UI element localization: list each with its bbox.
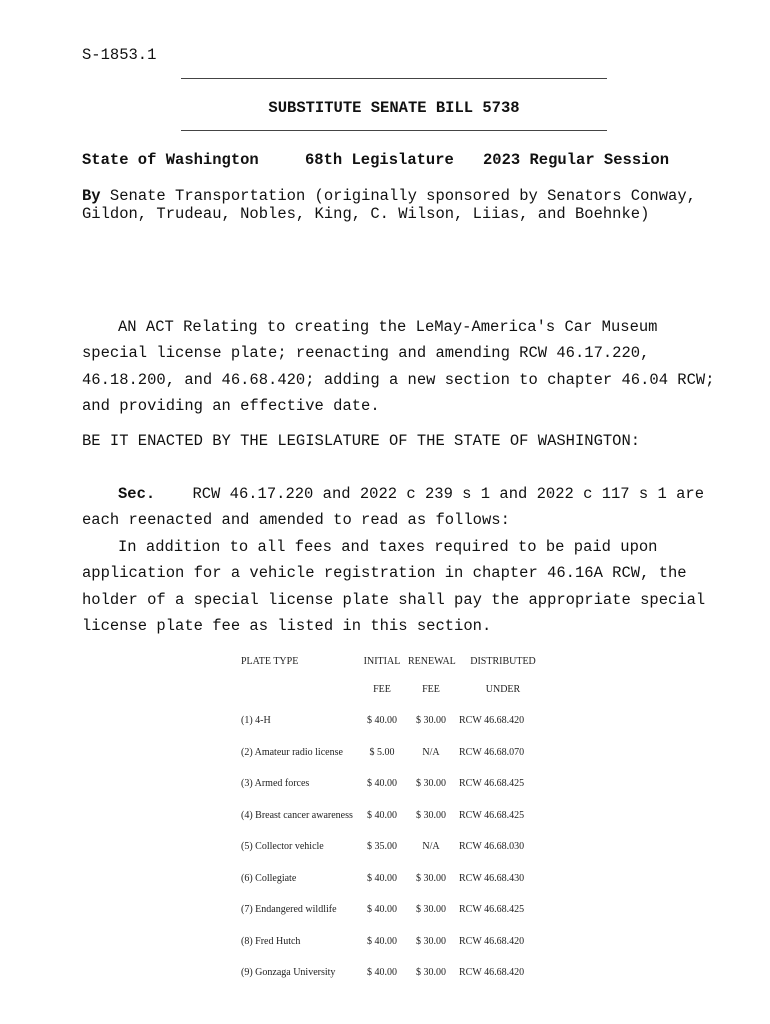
cell-plate-type: (2) Amateur radio license xyxy=(241,746,343,758)
cell-renewal-fee: $ 30.00 xyxy=(416,872,446,884)
cell-distributed-under: RCW 46.68.070 xyxy=(459,746,525,758)
header-plate-type: PLATE TYPE xyxy=(241,656,299,667)
section-label: Sec. xyxy=(118,485,156,503)
header-distributed: DISTRIBUTED xyxy=(470,656,536,667)
cell-distributed-under: RCW 46.68.420 xyxy=(459,967,525,978)
cell-initial-fee: $ 40.00 xyxy=(367,872,397,884)
title-rule-top xyxy=(181,78,607,79)
header-distributed-under: UNDER xyxy=(485,684,521,695)
cell-renewal-fee: N/A xyxy=(422,841,440,852)
act-text: AN ACT Relating to creating the LeMay-America's Car Museum special license plate; reenacting and amending RCW 46.17.220, 46.18.200, and 46.68.420; adding a new section to chapter 46.04 RCW; and providing an effective date. xyxy=(82,318,715,415)
cell-plate-type: (1) 4-H xyxy=(241,715,271,726)
cell-plate-type: (7) Endangered wildlife xyxy=(241,904,337,915)
cell-renewal-fee: $ 30.00 xyxy=(416,904,446,915)
cell-distributed-under: RCW 46.68.430 xyxy=(459,872,525,884)
header-initial-fee: FEE xyxy=(373,684,391,695)
body-text: In addition to all fees and taxes required to be paid upon application for a vehicle registration in chapter 46.16A RCW, the holder of a special license plate shall pay the appropriate special license plate fee as listed in this section. xyxy=(82,538,706,635)
cell-plate-type: (8) Fred Hutch xyxy=(241,935,301,947)
cell-initial-fee: $ 40.00 xyxy=(367,904,397,915)
header-renewal: RENEWAL xyxy=(408,656,456,667)
cell-distributed-under: RCW 46.68.425 xyxy=(459,778,525,789)
cell-distributed-under: RCW 46.68.425 xyxy=(459,809,525,821)
bill-title: SUBSTITUTE SENATE BILL 5738 xyxy=(268,99,520,117)
cell-renewal-fee: $ 30.00 xyxy=(416,967,446,978)
cell-renewal-fee: $ 30.00 xyxy=(416,715,446,726)
header-initial: INITIAL xyxy=(363,656,401,667)
cell-distributed-under: RCW 46.68.420 xyxy=(459,935,525,947)
cell-plate-type: (6) Collegiate xyxy=(241,872,297,884)
document-id: S-1853.1 xyxy=(82,46,157,64)
title-rule-bottom xyxy=(181,130,607,131)
cell-initial-fee: $ 5.00 xyxy=(369,746,395,758)
cell-initial-fee: $ 35.00 xyxy=(367,841,397,852)
cell-renewal-fee: $ 30.00 xyxy=(416,778,446,789)
section-paragraph xyxy=(82,481,722,534)
sponsor-text-1: Senate Transportation (originally sponsored by Senators Conway, xyxy=(109,187,696,205)
header-renewal-fee: FEE xyxy=(422,684,440,695)
enacting-clause: BE IT ENACTED BY THE LEGISLATURE OF THE STATE OF WASHINGTON: xyxy=(82,432,641,450)
cell-renewal-fee: $ 30.00 xyxy=(416,935,446,947)
cell-plate-type: (4) Breast cancer awareness xyxy=(241,809,353,821)
sponsor-line-1 xyxy=(82,187,696,205)
section-text: RCW 46.17.220 and 2022 c 239 s 1 and 2022 c 117 s 1 are each reenacted and amended to read as follows: xyxy=(82,485,705,530)
cell-distributed-under: RCW 46.68.030 xyxy=(459,841,525,852)
sponsor-line-2: Gildon, Trudeau, Nobles, King, C. Wilson, Liias, and Boehnke) xyxy=(82,205,650,223)
session-label: 2023 Regular Session xyxy=(483,151,670,169)
cell-plate-type: (9) Gonzaga University xyxy=(241,967,336,978)
cell-renewal-fee: N/A xyxy=(422,746,440,758)
cell-renewal-fee: $ 30.00 xyxy=(416,809,446,821)
cell-distributed-under: RCW 46.68.425 xyxy=(459,904,525,915)
cell-plate-type: (5) Collector vehicle xyxy=(241,841,324,852)
act-title-paragraph xyxy=(82,314,722,419)
cell-initial-fee: $ 40.00 xyxy=(367,967,397,978)
cell-initial-fee: $ 40.00 xyxy=(367,778,397,789)
body-paragraph xyxy=(82,534,722,639)
legislature-label: 68th Legislature xyxy=(305,151,454,169)
cell-plate-type: (3) Armed forces xyxy=(241,778,310,789)
sponsor-by-label: By xyxy=(82,187,101,205)
cell-initial-fee: $ 40.00 xyxy=(367,935,397,947)
cell-distributed-under: RCW 46.68.420 xyxy=(459,715,525,726)
cell-initial-fee: $ 40.00 xyxy=(367,715,397,726)
state-label: State of Washington xyxy=(82,151,259,169)
cell-initial-fee: $ 40.00 xyxy=(367,809,397,821)
